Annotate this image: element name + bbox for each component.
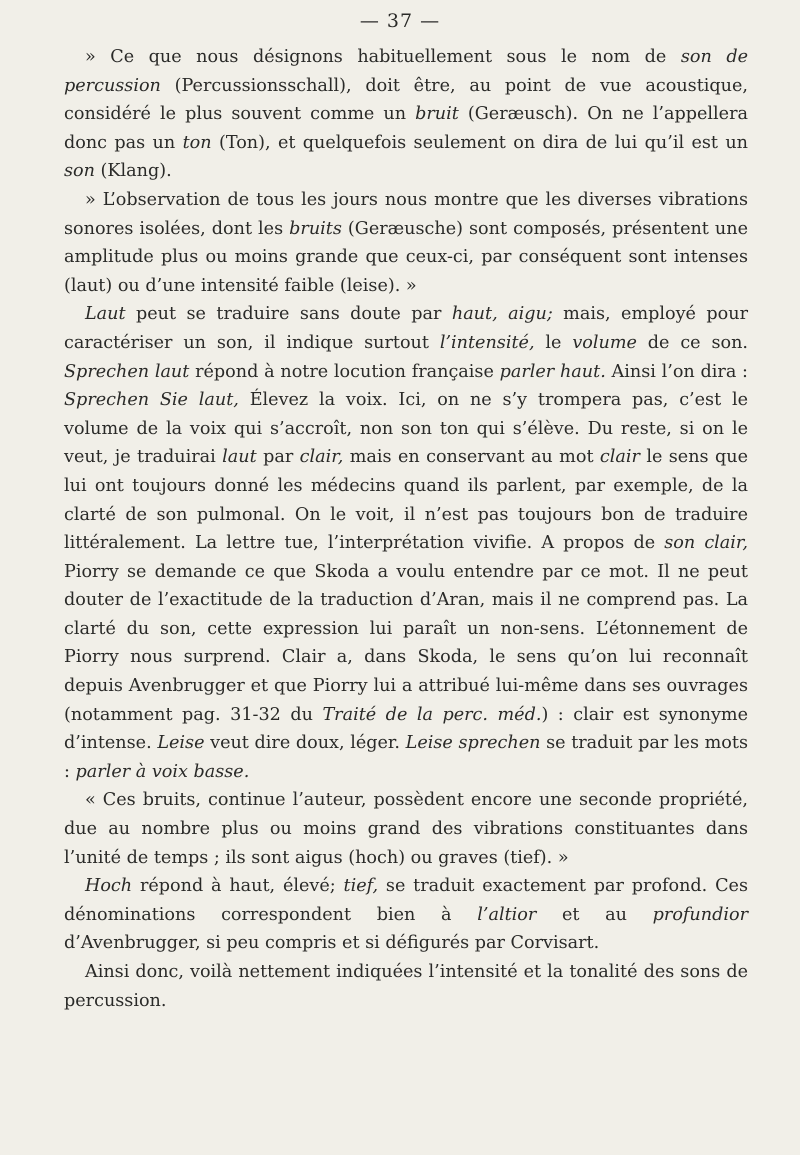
italic-run: laut <box>222 447 257 468</box>
italic-run: parler à voix basse. <box>75 761 250 782</box>
text-run: peut se traduire sans doute par <box>125 304 452 325</box>
paragraph <box>64 300 748 786</box>
text-run: répond à notre locution française <box>189 361 500 382</box>
text-run: répond à haut, élevé; <box>132 876 344 897</box>
italic-run: parler haut. <box>499 361 606 382</box>
text-run: veut dire doux, léger. <box>204 733 406 754</box>
text-run: (Percussionsschall), doit être, au point de vue acoustique, considéré le plus souvent comme un <box>64 75 748 125</box>
text-run: (Geræusche) sont composés, présentent une amplitude plus ou moins grande que ceux-ci, par conséquent sont intenses (laut) ou d’une intensité faible (leise). » <box>64 218 748 296</box>
text-run: mais en conservant au mot <box>343 447 600 468</box>
italic-run: Hoch <box>85 876 133 897</box>
paragraph <box>64 43 748 186</box>
italic-run: haut, aigu; <box>451 304 553 325</box>
body-text <box>64 43 748 1015</box>
text-run: Ainsi donc, voilà nettement indiquées l’intensité et la tonalité des sons de percussion. <box>64 962 748 1011</box>
italic-run: clair <box>599 447 640 468</box>
italic-run: ton <box>182 132 212 153</box>
italic-run: volume <box>572 332 637 353</box>
italic-run: Sprechen laut <box>64 361 190 382</box>
page-number: — 37 — <box>359 10 441 32</box>
paragraph <box>64 786 748 872</box>
text-run: par <box>256 447 300 468</box>
text-run: (Geræusch). On ne l’appellera donc pas un <box>64 104 748 153</box>
text-run: de ce son. <box>636 332 749 353</box>
italic-run: l’altior <box>477 904 537 925</box>
paragraph <box>64 186 748 300</box>
text-run: et au <box>536 904 653 925</box>
text-run: « Ces bruits, continue l’auteur, possèdent encore une seconde propriété, due au nombre plus ou moins grand des vibrations constituantes dans l’unité de temps ; ils sont aigus (hoch) ou graves (tief). » <box>64 790 748 868</box>
text-run: le <box>534 332 573 353</box>
italic-run: Laut <box>85 304 126 325</box>
italic-run: Leise sprechen <box>405 733 541 754</box>
italic-run: Traité de la perc. méd. <box>322 704 542 725</box>
text-run: Élevez la voix. Ici, on ne s’y trompera pas, c’est le volume de la voix qui s’accroît, non son ton qui s’élève. Du reste, si on le veut, je traduirai <box>64 390 749 468</box>
italic-run: Sprechen Sie laut, <box>64 390 239 411</box>
text-run: ) : clair est synonyme d’intense. <box>64 704 748 754</box>
italic-run: clair, <box>299 447 344 468</box>
text-run: mais, employé pour caractériser un son, il indique surtout <box>64 304 748 353</box>
text-run: Ainsi l’on dira : <box>605 361 748 382</box>
italic-run: son de percussion <box>64 47 748 96</box>
italic-run: l’intensité, <box>439 332 535 353</box>
text-run: (Klang). <box>94 161 172 182</box>
italic-run: Leise <box>157 733 205 754</box>
italic-run: son clair, <box>664 533 748 554</box>
text-run: se traduit exactement par profond. Ces dénominations correspondent bien à <box>64 876 748 925</box>
text-run: d’Avenbrugger, si peu compris et si défigurés par Corvisart. <box>64 933 600 954</box>
text-run: (Ton), et quelquefois seulement on dira de lui qu’il est un <box>211 132 749 153</box>
italic-run: tief, <box>343 876 379 897</box>
paragraph <box>64 872 748 958</box>
text-run: » L’observation de tous les jours nous montre que les diverses vibrations sonores isolées, dont les <box>64 189 748 239</box>
italic-run: son <box>64 161 95 182</box>
text-run: se traduit par les mots : <box>64 733 748 782</box>
italic-run: bruit <box>415 104 459 125</box>
text-run: » Ce que nous désignons habituellement sous le nom de <box>85 47 681 67</box>
paragraph <box>64 958 748 1015</box>
italic-run: profundior <box>652 904 748 925</box>
italic-run: bruits <box>289 218 342 239</box>
text-run: le sens que lui ont toujours donné les médecins quand ils parlent, par exemple, de la clarté de son pulmonal. On le voit, il n’est pas toujours bon de traduire littéralement. La lettre tue, l’interprétation vivifie. A propos de <box>64 447 748 554</box>
text-run: Piorry se demande ce que Skoda a voulu entendre par ce mot. Il ne peut douter de l’exactitude de la traduction d’Aran, mais il ne comprend pas. La clarté du son, cette expression lui paraît un non-sens. L’étonnement de Piorry nous surprend. Clair a, dans Skoda, le sens qu’on lui reconnaît depuis Avenbrugger et que Piorry lui a attribué lui-même dans ses ouvrages (notamment pag. 31-32 du <box>64 561 748 725</box>
